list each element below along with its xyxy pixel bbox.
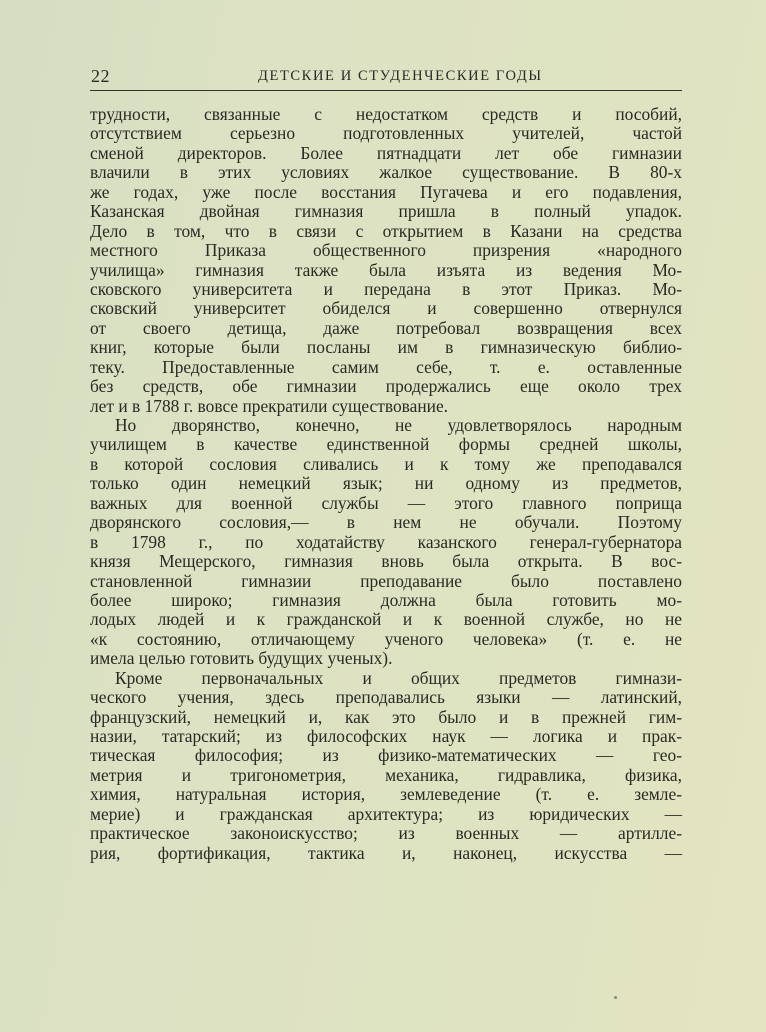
text-line: сковский университет обиделся и совершенно отвернулся <box>90 298 682 319</box>
text-line: же годах, уже после восстания Пугачева и его подавления, <box>90 181 682 202</box>
page-number: 22 <box>91 66 110 86</box>
paragraph-2 <box>90 416 682 669</box>
text-line: дворянского сословия,— в нем не обучали. Поэтому <box>90 512 682 533</box>
text-line: училищем в качестве единственной формы средней школы, <box>90 434 682 455</box>
text-line: метрия и тригонометрия, механика, гидравлика, физика, <box>90 764 682 785</box>
text-line: князя Мещерского, гимназия вновь была открыта. В вос- <box>90 551 682 572</box>
text-line: теку. Предоставленные самим себе, т. е. оставленные <box>90 356 682 377</box>
text-line: имела целью готовить будущих ученых). <box>90 648 393 669</box>
text-line: тическая философия; из физико-математических — гео- <box>90 745 682 766</box>
text-line: химия, натуральная история, землеведение (т. е. земле- <box>90 784 682 805</box>
text-line: более широко; гимназия должна была готовить мо- <box>90 589 682 610</box>
text-line: училища» гимназия также была изъята из ведения Мо- <box>90 259 682 280</box>
text-line: Но дворянство, конечно, не удовлетворялось народным <box>115 415 682 435</box>
running-head <box>90 62 682 91</box>
text-line: важных для военной службы — этого главного поприща <box>90 492 682 513</box>
text-line: ческого учения, здесь преподавались языки — латинский, <box>90 687 682 708</box>
text-line: трудности, связанные с недостатком средств и пособий, <box>90 104 682 124</box>
text-line: Казанская двойная гимназия пришла в полный упадок. <box>90 201 682 222</box>
text-line: без средств, обе гимназии продержались еще около трех <box>90 376 682 397</box>
running-title: ДЕТСКИЕ И СТУДЕНЧЕСКИЕ ГОДЫ <box>258 68 543 84</box>
text-line: от своего детища, даже потребовал возвращения всех <box>90 317 682 338</box>
text-line: практическое законоискусство; из военных — артилле- <box>90 823 682 844</box>
text-line: лет и в 1788 г. вовсе прекратили существование. <box>90 395 449 416</box>
text-line: становленной гимназии преподавание было поставлено <box>90 570 682 591</box>
text-line: отсутствием серьезно подготовленных учителей, частой <box>90 123 682 144</box>
text-line: сковского университета и передана в этот Приказ. Мо- <box>90 278 682 299</box>
text-line: «к состоянию, отличающему ученого человека» (т. е. не <box>90 628 682 649</box>
text-line: Кроме первоначальных и общих предметов гимнази- <box>115 667 682 688</box>
text-line: Дело в том, что в связи с открытием в Казани на средства <box>90 220 682 241</box>
text-line: рия, фортификация, тактика и, наконец, искусства — <box>90 842 682 863</box>
text-line: мерие) и гражданская архитектура; из юридических — <box>90 803 682 824</box>
text-line: только один немецкий язык; ни одному из предметов, <box>90 473 682 494</box>
text-line: местного Приказа общественного призрения «народного <box>90 240 682 261</box>
text-line: влачили в этих условиях жалкое существование. В 80-х <box>90 162 682 183</box>
text-line: книг, которые были посланы им в гимназическую библио- <box>90 337 682 358</box>
text-line: в которой сословия сливались и к тому же преподавался <box>90 453 682 474</box>
text-line: в 1798 г., по ходатайству казанского генерал-губернатора <box>90 531 682 552</box>
paragraph-1 <box>90 105 682 416</box>
text-line: назии, татарский; из философских наук — логика и прак- <box>90 726 682 746</box>
book-page <box>90 62 682 863</box>
text-line: французский, немецкий и, как это было и в прежней гим- <box>90 706 682 727</box>
paragraph-3 <box>90 669 682 863</box>
paper-speck <box>614 996 617 999</box>
text-line: лодых людей и к гражданской и к военной службе, но не <box>90 609 682 630</box>
text-line: сменой директоров. Более пятнадцати лет обе гимназии <box>90 142 682 163</box>
body-text <box>90 105 682 863</box>
